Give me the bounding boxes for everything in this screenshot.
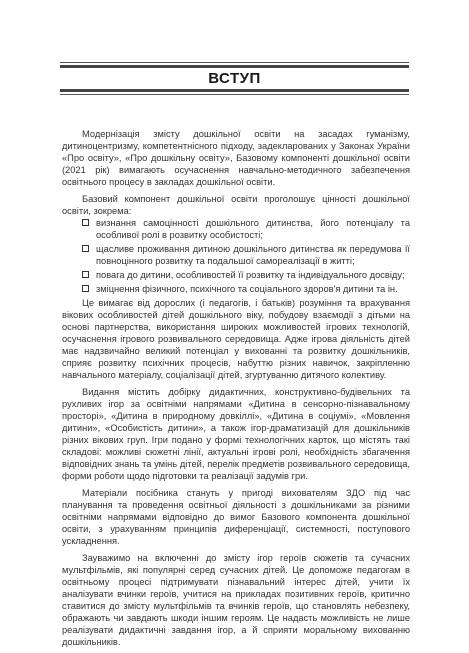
document-body (62, 128, 410, 653)
heading-block (60, 62, 409, 95)
values-list (62, 217, 410, 295)
body-paragraph-4: Зауважимо на включенні до змісту ігор героїв сюжетів та сучасних мультфільмів, які популярні серед сучасних дітей. Це допоможе педагогам в освітньому процесі підтримувати пізнавальний інтерес дітей, учити їх аналізувати вчинки героїв, учитися на прикладах позитивних героїв, критично ставитися до змісту мультфільмів та вчинків героїв, що становлять небезпеку, ображають чи завдають шкоди іншим героям. Це надасть можливість не лише реалізувати дидактичні завдання ігор, а й сприяти моральному вихованню дошкільників. (62, 553, 410, 647)
body-paragraph-3: Матеріали посібника стануть у пригоді вихователям ЗДО під час планування та проведення освітньої діяльності з дошкільниками за різними освітніми напрямами відповідно до вимог Базового компонента дошкільної освіти, з урахуванням принципів диференціації, системності, поступового ускладнення. (62, 488, 410, 546)
square-bullet-icon (82, 285, 89, 292)
body-paragraph-1: Це вимагає від дорослих (і педагогів, і батьків) розуміння та врахування вікових особливостей дітей дошкільного віку, побудову взаємодії з дітьми на основі партнерства, використання широких можливостей ігрових технологій, осучаснення ігрового розвивального середовища. Адже ігрова діяльність дітей має надзвичайно великий потенціал у вихованні та розвитку дошкільників, сприяє розвитку психічних процесів, набуттю різних навичок, закріпленню навчального матеріалу, соціалізації дітей, згуртуванню дитячого колективу. (62, 298, 410, 380)
body-paragraph-2: Видання містить добірку дидактичних, конструктивно-будівельних та рухливих ігор за освітніми напрямами «Дитина в сенсорно-пізнавальному просторі», «Дитина в природному довкіллі», «Дитина в соціумі», «Мовлення дитини», «Особистість дитини», а також ігор-драматизацій для дошкільників різних вікових груп. Ігри подано у формі технологічних карток, що містять такі складові: можливі сюжетні лінії, актуальні ігрові ролі, необхідність збагачення відповідних знань та умінь дітей, перелік предметів розвивального середовища, форми роботи щодо підготовки та реалізації задумів гри. (62, 387, 410, 481)
list-item: зміцнення фізичного, психічного та соціального здоров'я дитини та ін. (82, 283, 410, 295)
intro-paragraph-1: Модернізація змісту дошкільної освіти на засадах гуманізму, дитиноцентризму, компетентнісного підходу, задекларованих у Законах України «Про освіту», «Про дошкільну освіту», Базовому компоненті дошкільної освіти (2021 рік) вимагають осучаснення навчально-методичного забезпечення освітнього процесу в закладах дошкільної освіти. (62, 129, 410, 187)
intro-paragraph-2: Базовий компонент дошкільної освіти проголошує цінності дошкільної освіти, зокрема: (62, 194, 410, 216)
heading-rule-bottom-thin (60, 94, 409, 95)
list-item: повага до дитини, особливостей її розвитку та індивідуального досвіду; (82, 269, 410, 281)
page-title: ВСТУП (208, 70, 261, 87)
square-bullet-icon (82, 219, 89, 226)
list-item: щасливе проживання дитиною дошкільного дитинства як передумова її повноцінного розвитку та подальшої самореалізації в житті; (82, 243, 410, 267)
square-bullet-icon (82, 245, 89, 252)
square-bullet-icon (82, 271, 89, 278)
list-item: визнання самоцінності дошкільного дитинства, його потенціалу та особливої ролі в розвитку особистості; (82, 217, 410, 241)
